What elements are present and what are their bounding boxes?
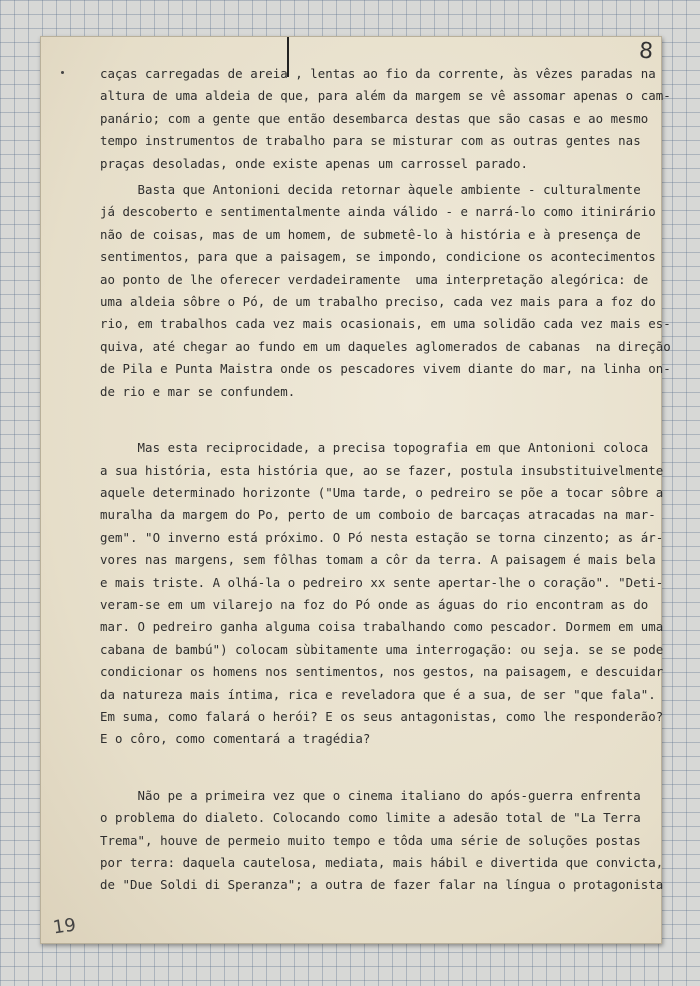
text-line: caças carregadas de areia , lentas ao fio da corrente, às vêzes paradas na [100,66,656,81]
text-line: Em suma, como falará o herói? E os seus antagonistas, como lhe responderão? [100,708,664,724]
paragraph-3 [100,437,664,751]
text-line: panário; com a gente que então desembarca destas que são casas e ao mesmo [100,110,649,126]
text-line: o problema do dialeto. Colocando como limite a adesão total de "La Terra [100,810,641,826]
text-line: muralha da margem do Po, perto de um comboio de barcaças atracadas na mar- [100,507,656,523]
text-line: sentimentos, para que a paisagem, se impondo, condicione os acontecimentos [100,249,656,265]
text-line: e mais triste. A olhá-la o pedreiro xx sente apertar-lhe o coração". "Deti- [100,574,664,590]
text-line: mar. O pedreiro ganha alguma coisa trabalhando como pescador. Dormem em uma [100,619,664,635]
text-line: quiva, até chegar ao fundo em um daqueles aglomerados de cabanas na direção [100,338,671,354]
text-line: de rio e mar se confundem. [100,383,296,399]
text-line: já descoberto e sentimentalmente ainda válido - e narrá-lo como itinirário [100,204,656,220]
paragraph-1 [100,63,671,175]
text-line: Não pe a primeira vez que o cinema italiano do após-guerra enfrenta [100,787,641,803]
text-line: da natureza mais íntima, rica e reveladora que é a sua, de ser "que fala". [100,686,656,702]
paragraph-4 [100,785,664,897]
text-line: Mas esta reciprocidade, a precisa topografia em que Antonioni coloca [100,440,649,456]
paragraph-2 [100,179,671,403]
text-line: condicionar os homens nos sentimentos, nos gestos, na paisagem, e descuidar [100,664,664,680]
text-line: de "Due Soldi di Speranza"; a outra de fazer falar na língua o protagonista [100,877,664,893]
page-number: 8 [638,38,654,65]
text-line: tempo instrumentos de trabalho para se misturar com as outras gentes nas [100,133,641,149]
text-line: Trema", houve de permeio muito tempo e tôda uma série de soluções postas [100,832,641,848]
text-line: veram-se em um vilarejo na foz do Pó onde as águas do rio encontram as do [100,596,649,612]
text-line: aquele determinado horizonte ("Uma tarde, o pedreiro se põe a tocar sôbre a [100,484,664,500]
text-line: por terra: daquela cautelosa, mediata, mais hábil e divertida que convicta, [100,855,664,870]
text-line: E o côro, como comentará a tragédia? [100,731,371,747]
text-line: uma aldeia sôbre o Pó, de um trabalho preciso, cada vez mais para a foz do [100,294,656,310]
text-line: rio, em trabalhos cada vez mais ocasionais, em uma solidão cada vez mais es- [100,316,671,332]
text-line: ao ponto de lhe oferecer verdadeiramente uma interpretação alegórica: de [100,271,649,287]
paragraph-gap [100,751,660,785]
typed-text-body [100,63,671,897]
text-line: cabana de bambú") colocam sùbitamente uma interrogação: ou seja. se se pode [100,641,664,657]
ink-dot [61,71,64,74]
typed-page [40,36,671,944]
text-line: não de coisas, mas de um homem, de submetê-lo à história e à presença de [100,226,641,242]
text-line: vores nas margens, sem fôlhas tomam a côr da terra. A paisagem é mais bela [100,552,656,568]
text-line: altura de uma aldeia de que, para além da margem se vê assomar apenas o cam- [100,88,671,104]
text-line: praças desoladas, onde existe apenas um carrossel parado. [100,155,529,171]
text-line: a sua história, esta história que, ao se fazer, postula insubstituivelmente [100,462,664,478]
paragraph-gap [100,403,660,437]
handwritten-corner-note: 19 [51,914,78,939]
text-line: gem". "O inverno está próximo. O Pó nesta estação se torna cinzento; as ár- [100,529,664,545]
text-line: Basta que Antonioni decida retornar àquele ambiente - culturalmente [100,182,641,198]
text-line: de Pila e Punta Maistra onde os pescadores vivem diante do mar, na linha on- [100,361,671,377]
